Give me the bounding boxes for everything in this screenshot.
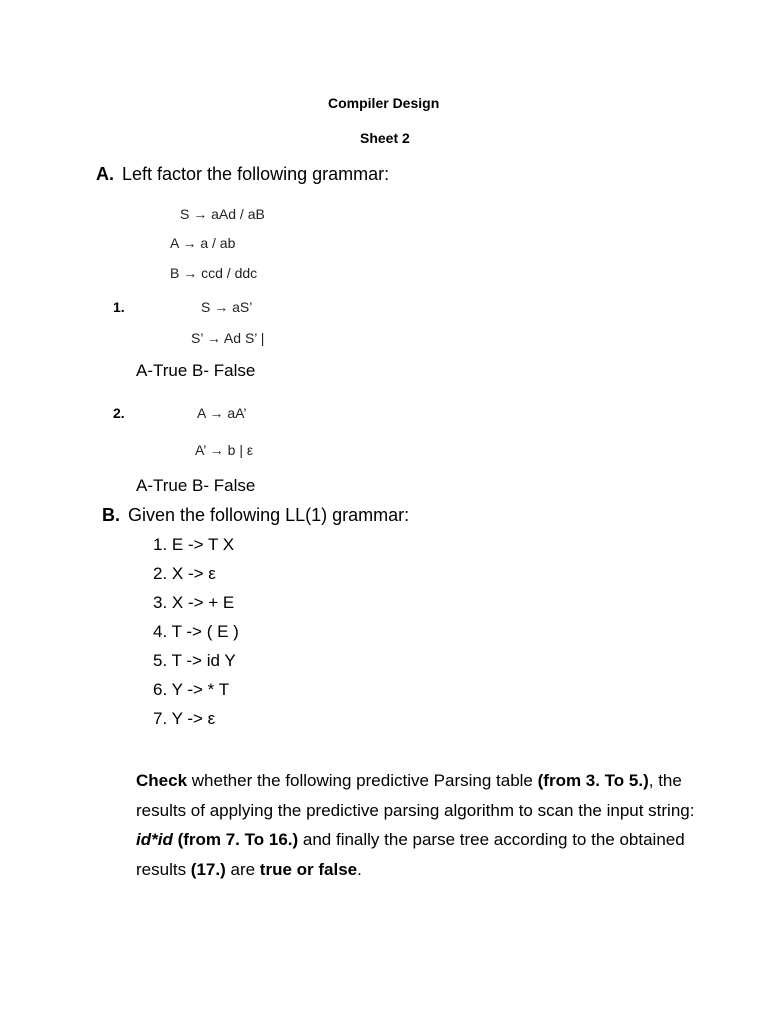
section-b-heading (102, 505, 409, 526)
section-a-label: A. (96, 164, 114, 184)
grammar-rule: 7. Y -> ε (153, 709, 216, 728)
course-title: Compiler Design (328, 95, 440, 111)
range-ref: (from 3. To 5.) (537, 771, 649, 790)
question-number: 2. (113, 405, 125, 421)
true-false-options: A-True B- False (136, 476, 256, 495)
grammar-line: A → a / ab (170, 235, 236, 251)
question-number: 1. (113, 299, 125, 315)
instructions-paragraph (136, 766, 696, 884)
grammar-rule: 5. T -> id Y (153, 651, 236, 670)
true-false-options: A-True B- False (136, 361, 256, 380)
answer-line: S’ → Ad S’ | (191, 330, 265, 346)
sheet-title: Sheet 2 (360, 130, 410, 146)
range-ref: (from 7. To 16.) (172, 830, 299, 849)
section-b-title: Given the following LL(1) grammar: (128, 505, 410, 525)
answer-line: S → aS’ (201, 299, 253, 315)
answer-line: A → aA’ (197, 405, 247, 421)
input-string: id*id (136, 830, 173, 849)
section-a-title: Left factor the following grammar: (122, 164, 390, 184)
grammar-rule: 3. X -> + E (153, 593, 235, 612)
paragraph-text: , the results of applying the predictive parsing algorithm to scan the input string: (136, 771, 695, 820)
grammar-line: B → ccd / ddc (170, 265, 258, 281)
paragraph-text: whether the following predictive Parsing table (187, 771, 538, 790)
paragraph-text: . (357, 859, 362, 879)
section-a-heading (96, 164, 389, 185)
check-keyword: Check (136, 771, 188, 790)
section-b-label: B. (102, 505, 120, 525)
true-or-false-phrase: true or false (259, 859, 358, 879)
grammar-line: S → aAd / aB (180, 206, 265, 222)
range-ref: (17.) (190, 859, 226, 879)
paragraph-text: and finally the parse tree according to the obtained results (136, 830, 685, 879)
grammar-rule: 6. Y -> * T (153, 680, 230, 699)
paragraph-text: are (225, 859, 260, 879)
grammar-rule: 4. T -> ( E ) (153, 622, 239, 641)
grammar-rule: 1. E -> T X (153, 535, 235, 554)
grammar-rule: 2. X -> ε (153, 564, 216, 583)
answer-line: A’ → b | ε (195, 442, 254, 458)
